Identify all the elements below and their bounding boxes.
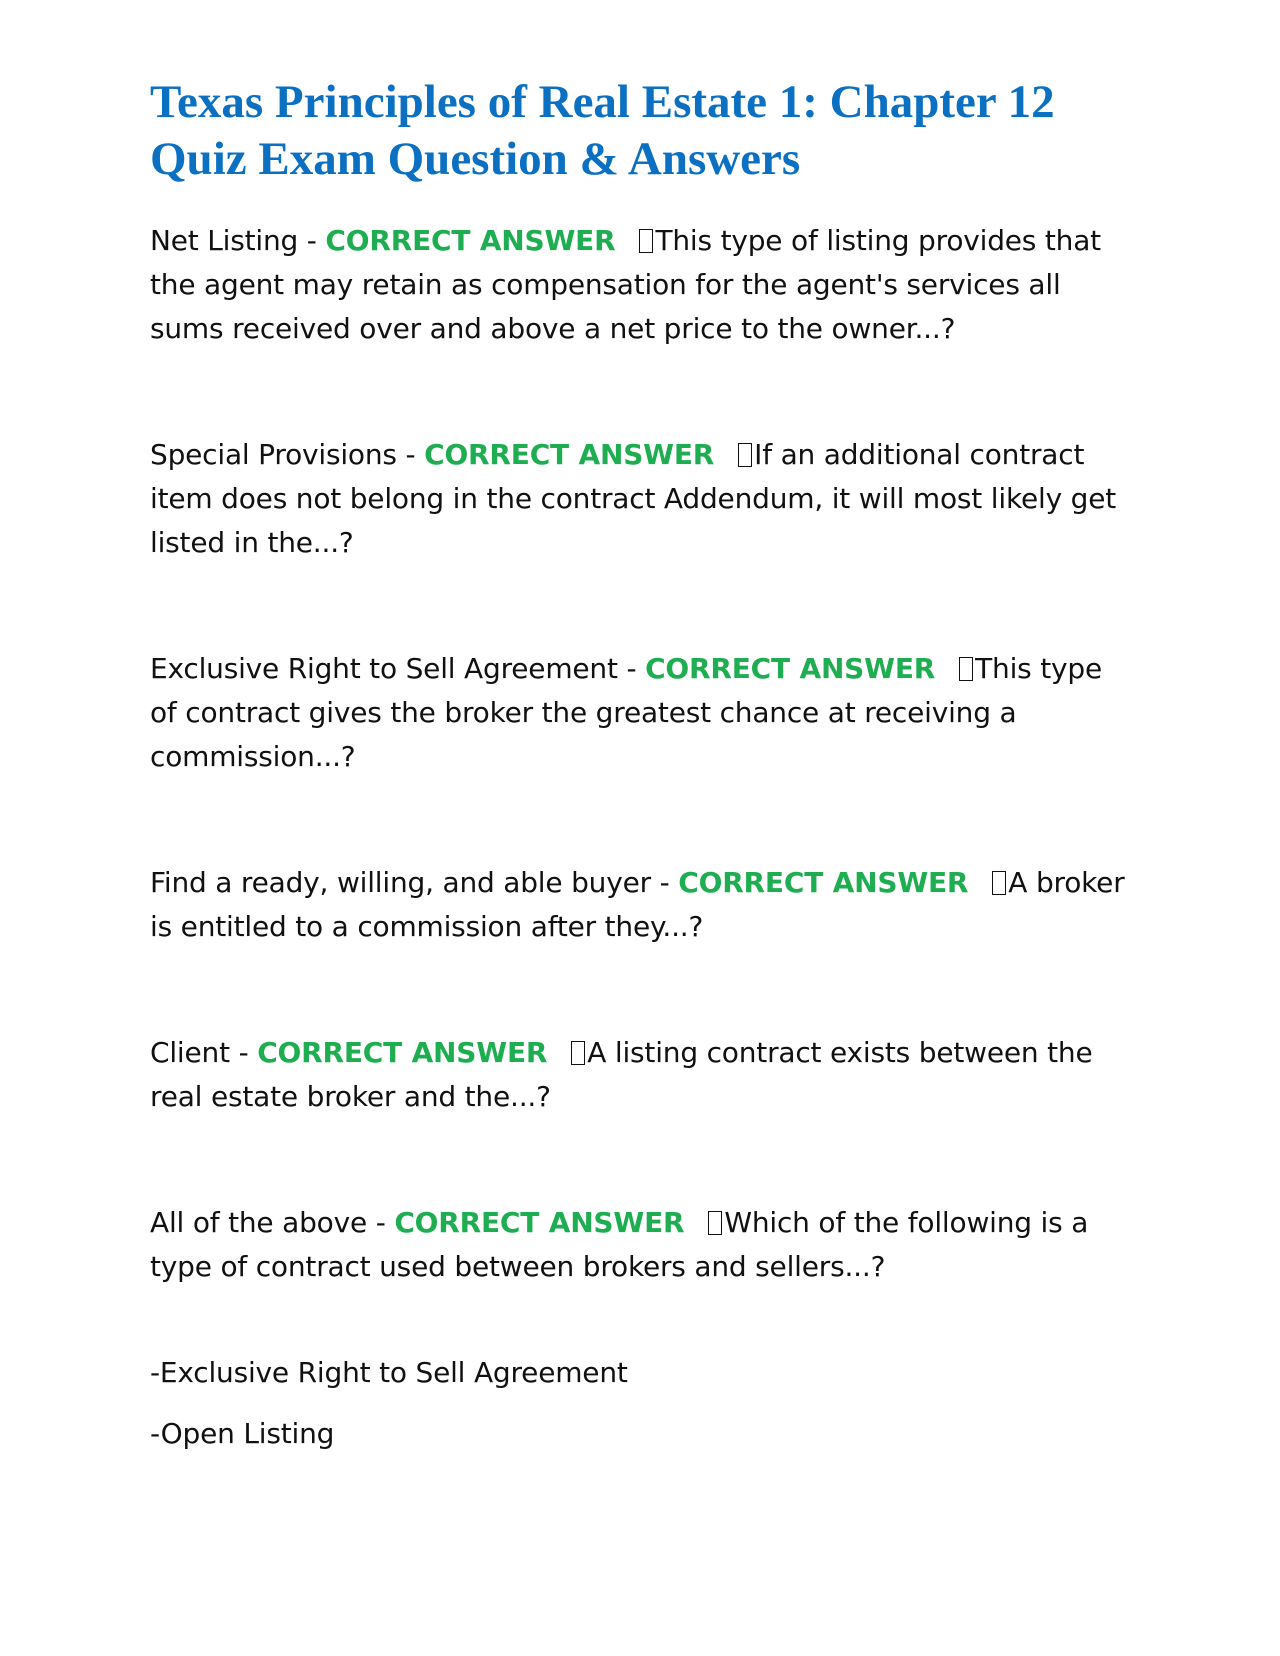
correct-answer-label: CORRECT ANSWER — [257, 1036, 548, 1069]
qa-term: Client — [150, 1036, 230, 1069]
correct-answer-label: CORRECT ANSWER — [678, 866, 969, 899]
correct-answer-label: CORRECT ANSWER — [325, 224, 616, 257]
qa-term: Special Provisions — [150, 438, 397, 471]
option-item: -Exclusive Right to Sell Agreement — [150, 1356, 628, 1389]
document-page — [150, 74, 1135, 1473]
document-title: Texas Principles of Real Estate 1: Chapter 12 Quiz Exam Question & Answers — [150, 76, 1055, 185]
option-item: -Open Listing — [150, 1417, 335, 1450]
correct-answer-label: CORRECT ANSWER — [394, 1206, 685, 1239]
qa-separator: - — [396, 438, 425, 471]
qa-question: Which of the following is a type of contract used between brokers and sellers...? — [150, 1206, 1089, 1283]
qa-term: Exclusive Right to Sell Agreement — [150, 652, 618, 685]
missing-glyph-icon — [959, 657, 973, 681]
missing-glyph-icon — [571, 1041, 585, 1065]
qa-term: Find a ready, willing, and able buyer — [150, 866, 651, 899]
qa-item — [150, 433, 1135, 565]
qa-question: If an additional contract item does not belong in the contract Addendum, it will most likely get listed in the...? — [150, 438, 1117, 559]
qa-separator: - — [367, 1206, 395, 1239]
missing-glyph-icon — [992, 871, 1006, 895]
missing-glyph-icon — [738, 443, 752, 467]
missing-glyph-icon — [639, 229, 653, 253]
qa-item — [150, 861, 1135, 949]
qa-term: All of the above — [150, 1206, 368, 1239]
qa-item — [150, 1201, 1135, 1289]
qa-item — [150, 647, 1135, 779]
qa-separator: - — [617, 652, 646, 685]
qa-question: This type of contract gives the broker the greatest chance at receiving a commission...? — [150, 652, 1102, 773]
qa-term: Net Listing — [150, 224, 299, 257]
qa-question: A broker is entitled to a commission after they...? — [150, 866, 1125, 943]
correct-answer-label: CORRECT ANSWER — [645, 652, 936, 685]
qa-item — [150, 1031, 1135, 1119]
qa-question: A listing contract exists between the real estate broker and the...? — [150, 1036, 1093, 1113]
qa-question: This type of listing provides that the agent may retain as compensation for the agent's services all sums received over and above a net price to the owner...? — [150, 224, 1101, 345]
qa-separator: - — [229, 1036, 258, 1069]
qa-item — [150, 219, 1135, 351]
missing-glyph-icon — [708, 1211, 722, 1235]
correct-answer-label: CORRECT ANSWER — [424, 438, 715, 471]
qa-separator: - — [650, 866, 679, 899]
qa-separator: - — [298, 224, 326, 257]
